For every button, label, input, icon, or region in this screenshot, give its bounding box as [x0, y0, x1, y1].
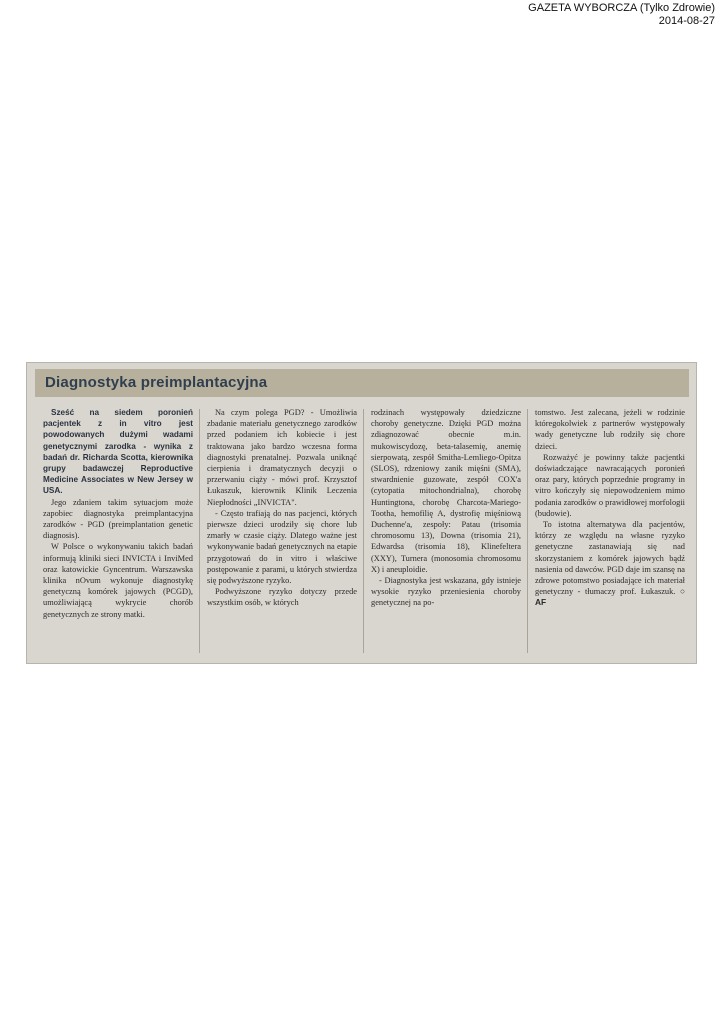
paragraph: rodzinach występowały dziedziczne choroby genetyczne. Dzięki PGD można zdiagnozować obecnie m.in. mukowiscydozę, beta-talasemię, anemię sierpowatą, zespół Smitha-Lemliego-Opitza (SLOS), rdzeniowy zanik mięśni (SMA), stwardnienie guzowate, zespół COX'a (cytopatia mitochondrialna), chorobę Huntingtona, chorobę Charcota-Mariego-Tootha, hemofilię A, dystrofię mięśniową Duchenne'a, zespoły: Patau (trisomia chromosomu 13), Downa (trisomia 21), Edwardsa (trisomia 18), Klinefeltera (XXY), Turnera (monosomia chromosomu X) i aneuploidie.	[371, 408, 521, 574]
paragraph: - Diagnostyka jest wskazana, gdy istnieje wysokie ryzyko przeniesienia choroby genetycznej na po-	[371, 576, 521, 608]
paragraph: tomstwo. Jest zalecana, jeżeli w rodzinie któregokolwiek z partnerów występowały wady genetyczne lub rodziły się chore dzieci.	[535, 408, 685, 451]
article-headline: Diagnostyka preimplantacyjna	[45, 374, 268, 391]
paragraph-text: To istotna alternatywa dla pacjentów, którzy ze względu na własne ryzyko genetyczne zastanawiają się nad skorzystaniem z komórek jajowych bądź nasienia od dawców. PGD daje im szansę na zdrowe potomstwo posiadające ich materiał genetyczny - tłumaczy prof. Łukaszuk.	[535, 520, 685, 597]
article-column-1	[43, 407, 193, 657]
source-header	[528, 2, 715, 28]
paragraph: - Często trafiają do nas pacjenci, których pierwsze dzieci urodziły się chore lub zmarły w czasie ciąży. Dlatego ważne jest wykonywanie badań genetycznych na etapie przygotowań do in vitro i właściwe postępowanie z parami, u których stwierdza się podwyższone ryzyko.	[207, 508, 357, 586]
article-column-3	[371, 407, 521, 657]
column-divider	[527, 409, 528, 653]
end-mark-icon: ○	[679, 586, 685, 597]
column-divider	[363, 409, 364, 653]
paragraph: W Polsce o wykonywaniu takich badań informują kliniki sieci INVICTA i InviMed oraz katowickie Gyncentrum. Warszawska klinika nOvum wykonuje diagnostykę genetyczną komórek jajowych (PCGD), umożliwiającą wykrycie chorób genetycznych ze strony matki.	[43, 542, 193, 619]
paragraph: Rozważyć je powinny także pacjentki doświadczające nawracających poronień oraz pary, których poprzednie programy in vitro kończyły się niepowodzeniem mimo podania zarodków o prawidłowej morfologii (budowie).	[535, 452, 685, 518]
article-column-2	[207, 407, 357, 657]
paragraph: Jego zdaniem takim sytuacjom może zapobiec diagnostyka preimplantacyjna zarodków - PGD (preimplantation genetic diagnosis).	[43, 497, 193, 541]
press-clipping	[26, 362, 697, 664]
paragraph	[535, 519, 685, 609]
paragraph: Na czym polega PGD? - Umożliwia zbadanie materiału genetycznego zarodków przed podaniem ich kobiecie i jest traktowana jako bardzo wczesna forma diagnostyki prenatalnej. Pozwala uniknąć cierpienia i dramatycznych decyzji o przerwaniu ciąży - mówi prof. Krzysztof Łukaszuk, kierownik Klinik Leczenia Niepłodności „INVICTA".	[207, 408, 357, 507]
publication-name: GAZETA WYBORCZA (Tylko Zdrowie)	[528, 2, 715, 14]
publication-date: 2014-08-27	[658, 15, 715, 27]
column-divider	[199, 409, 200, 653]
article-lead: Sześć na siedem poronień pacjentek z in vitro jest powodowanych dużymi wadami genetycznymi zarodka - wynika z badań dr. Richarda Scotta, kierownika grupy badawczej Reproductive Medicine Associates w New Jersey w USA.	[43, 408, 193, 496]
author-signature: AF	[535, 597, 547, 608]
headline-bar	[35, 369, 689, 397]
article-column-4	[535, 407, 685, 657]
paragraph: Podwyższone ryzyko dotyczy przede wszystkim osób, w których	[207, 587, 357, 608]
